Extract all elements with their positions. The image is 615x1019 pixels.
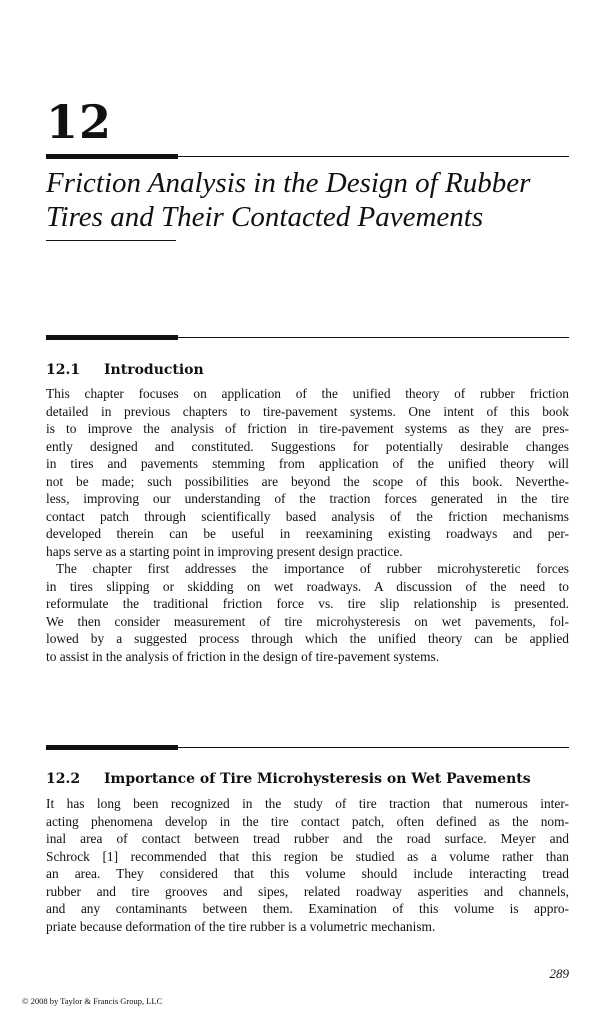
chapter-number: 12 (46, 95, 113, 149)
text-line: The chapter first addresses the importance of rubber microhysteretic forces (56, 561, 569, 576)
section-heading-introduction (46, 361, 204, 379)
text-line: to assist in the analysis of friction in the design of tire-pavement systems. (46, 648, 440, 664)
chapter-title-line: Tires and Their Contacted Pavements (46, 201, 484, 233)
text-line: acting phenomena develop in the tire contact patch, often defined as the nom- (46, 813, 569, 829)
text-line: It has long been recognized in the study of tire traction that numerous inter- (46, 796, 569, 811)
text-line: Schrock [1] recommended that this region be studied as a volume rather than (46, 848, 569, 864)
section-rule-accent (46, 335, 178, 340)
text-line: inal area of contact between tread rubber and the road surface. Meyer and (46, 831, 569, 846)
text-line: not be made; such possibilities are beyond the scope of this book. Neverthe- (46, 473, 569, 489)
text-line: less, improving our understanding of the traction forces generated in the tire (46, 491, 569, 506)
text-line: detailed in previous chapters to tire-pavement systems. One intent of this book (46, 403, 569, 419)
text-line: haps serve as a starting point in improving present design practice. (46, 543, 403, 559)
chapter-title (46, 166, 569, 234)
text-line: is to improve the analysis of friction in tire-pavement systems as they are pres- (46, 421, 569, 436)
section-rule-accent (46, 745, 178, 750)
text-line: developed therein can be useful in reexamining existing roadways and per- (46, 526, 569, 541)
introduction-text (46, 385, 569, 665)
section-number: 12.2 (46, 771, 81, 787)
text-line: in tires slipping or skidding on wet roadways. A discussion of the need to (46, 578, 569, 594)
chapter-title-line: Friction Analysis in the Design of Rubber (46, 167, 531, 199)
text-line: This chapter focuses on application of the unified theory of rubber friction (46, 386, 569, 401)
text-line: in tires and pavements stemming from application of the unified theory will (46, 456, 569, 471)
section-number: 12.1 (46, 362, 81, 378)
page-number: 289 (549, 966, 569, 981)
section-heading-microhysteresis (46, 770, 531, 788)
section-title: Importance of Tire Microhysteresis on Wet Pavements (104, 771, 531, 787)
text-line: lowed by a suggested process through which the unified theory can be applied (46, 631, 569, 646)
chapter-rule-accent (46, 154, 178, 159)
text-line: contact patch through scientifically based analysis of the friction mechanisms (46, 508, 569, 524)
text-line: rubber and tire grooves and sipes, related roadway asperities and channels, (46, 883, 569, 899)
text-line: ently designed and constituted. Suggestions for potentially desirable changes (46, 438, 569, 454)
text-line: and any contaminants between them. Examination of this volume is appro- (46, 901, 569, 916)
text-line: an area. They considered that this volume should include interacting tread (46, 866, 569, 881)
copyright-notice: © 2008 by Taylor & Francis Group, LLC (22, 996, 163, 1006)
title-underline (46, 240, 176, 241)
text-line: priate because deformation of the tire rubber is a volumetric mechanism. (46, 918, 436, 934)
text-line: We then consider measurement of tire microhysteresis on wet pavements, fol- (46, 613, 569, 629)
text-line: reformulate the traditional friction force vs. tire slip relationship is presented. (46, 596, 569, 611)
microhysteresis-text (46, 795, 569, 935)
section-title: Introduction (104, 362, 204, 378)
